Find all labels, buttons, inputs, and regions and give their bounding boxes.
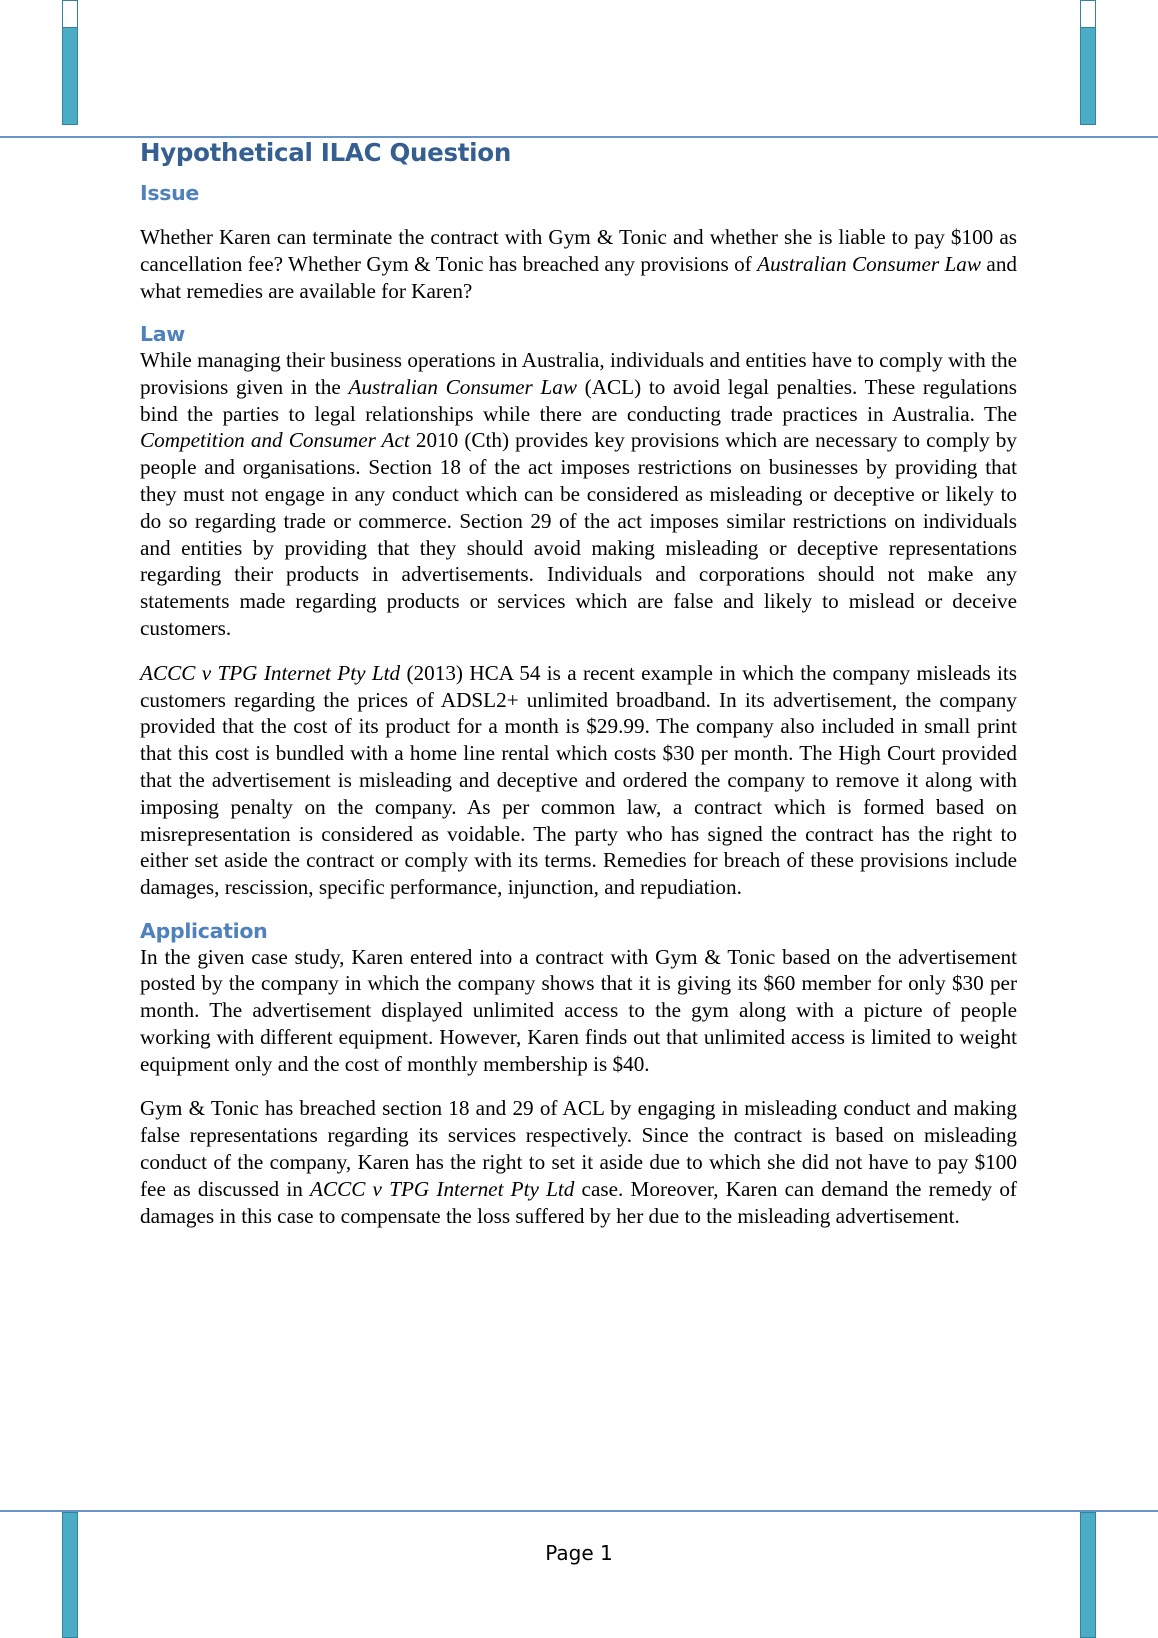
header-left-border-top: [62, 0, 78, 28]
app-p2-text-a: Gym & Tonic has breached section 18 and 29 of ACL by engaging in misleading conduct and making false representations regarding its services respectively. Since the contract is based on misleading conduct of the company, Karen has the right to set it aside due to which she did not have to pay $100 fee as discussed in: [140, 1096, 1017, 1201]
application-section: [140, 919, 1017, 1230]
law-heading: Law: [140, 322, 185, 347]
issue-text-a: Whether Karen can terminate the contract with Gym & Tonic and whether she is liable to pay $100 as cancellation fee? Whether Gym & Tonic has breached any provisions of: [140, 224, 1017, 276]
law-p1-text-c: 2010 (Cth) provides key provisions which are necessary to comply by people and organisations. Section 18 of the act imposes restrictions on businesses by providing that they must not engage in any conduct which can be considered as misleading or deceptive or likely to do so regarding trade or commerce. Section 29 of the act imposes similar restrictions on individuals and entities by providing that they should avoid making misleading or deceptive representations regarding their products in advertisements. Individuals and corporations should not make any statements made regarding products or services which are false and likely to mislead or deceive customers.: [140, 428, 1017, 640]
law-p2-text: (2013) HCA 54 is a recent example in which the company misleads its customers regarding the prices of ADSL2+ unlimited broadband. In its advertisement, the company provided that the cost of its product for a month is $29.99. The company also included in small print that this cost is bundled with a home line rental which costs $30 per month. The High Court provided that the advertisement is misleading and deceptive and ordered the company to remove it along with imposing penalty on the company. As per common law, a contract which is formed based on misrepresentation is considered as voidable. The party who has signed the contract has the right to either set aside the contract or comply with its terms. Remedies for breach of these provisions include damages, rescission, specific performance, injunction, and repudiation.: [140, 660, 1017, 900]
law-p2-italic-case: ACCC v TPG Internet Pty Ltd: [140, 660, 401, 685]
application-paragraph-2: [140, 1095, 1017, 1229]
footer-rule: [0, 1510, 1158, 1512]
law-paragraph-2: [140, 660, 1017, 901]
law-section: [140, 322, 1017, 901]
footer-right-border-bar: [1080, 1512, 1096, 1638]
header-left-border-bar: [62, 27, 78, 125]
issue-italic-acl: Australian Consumer Law: [757, 251, 982, 276]
law-p1-text-b: (ACL) to avoid legal penalties. These regulations bind the parties to legal relationships while there are conducting trade practices in Australia. The: [140, 374, 1017, 426]
application-paragraph-1: In the given case study, Karen entered into a contract with Gym & Tonic based on the advertisement posted by the company in which the company shows that it is giving its $60 member for only $30 per month. The advertisement displayed unlimited access to the gym along with a picture of people working with different equipment. However, Karen finds out that unlimited access is limited to weight equipment only and the cost of monthly membership is $40.: [140, 944, 1017, 1076]
issue-text-b: and what remedies are available for Karen?: [140, 251, 1018, 303]
footer-left-border-bar: [62, 1512, 78, 1638]
app-p2-italic-case: ACCC v TPG Internet Pty Ltd: [310, 1176, 575, 1201]
issue-heading: Issue: [140, 181, 200, 206]
issue-section: [140, 181, 1017, 304]
law-paragraph-1: [140, 347, 1017, 642]
page-number: Page 1: [545, 1541, 613, 1565]
app-p2-text-b: case. Moreover, Karen can demand the remedy of damages in this case to compensate the loss suffered by her due to the misleading advertisement.: [140, 1176, 1017, 1228]
application-heading: Application: [140, 918, 268, 943]
document-body: [140, 138, 1017, 1247]
law-p1-text-a: While managing their business operations in Australia, individuals and entities have to comply with the provisions given in the: [140, 347, 1017, 399]
header-right-border-top: [1080, 0, 1096, 28]
law-p1-italic-cca: Competition and Consumer Act: [140, 428, 410, 453]
law-p1-italic-acl: Australian Consumer Law: [348, 374, 577, 399]
header-right-border-bar: [1080, 27, 1096, 125]
issue-paragraph: [140, 224, 1017, 304]
document-title: Hypothetical ILAC Question: [140, 138, 511, 167]
